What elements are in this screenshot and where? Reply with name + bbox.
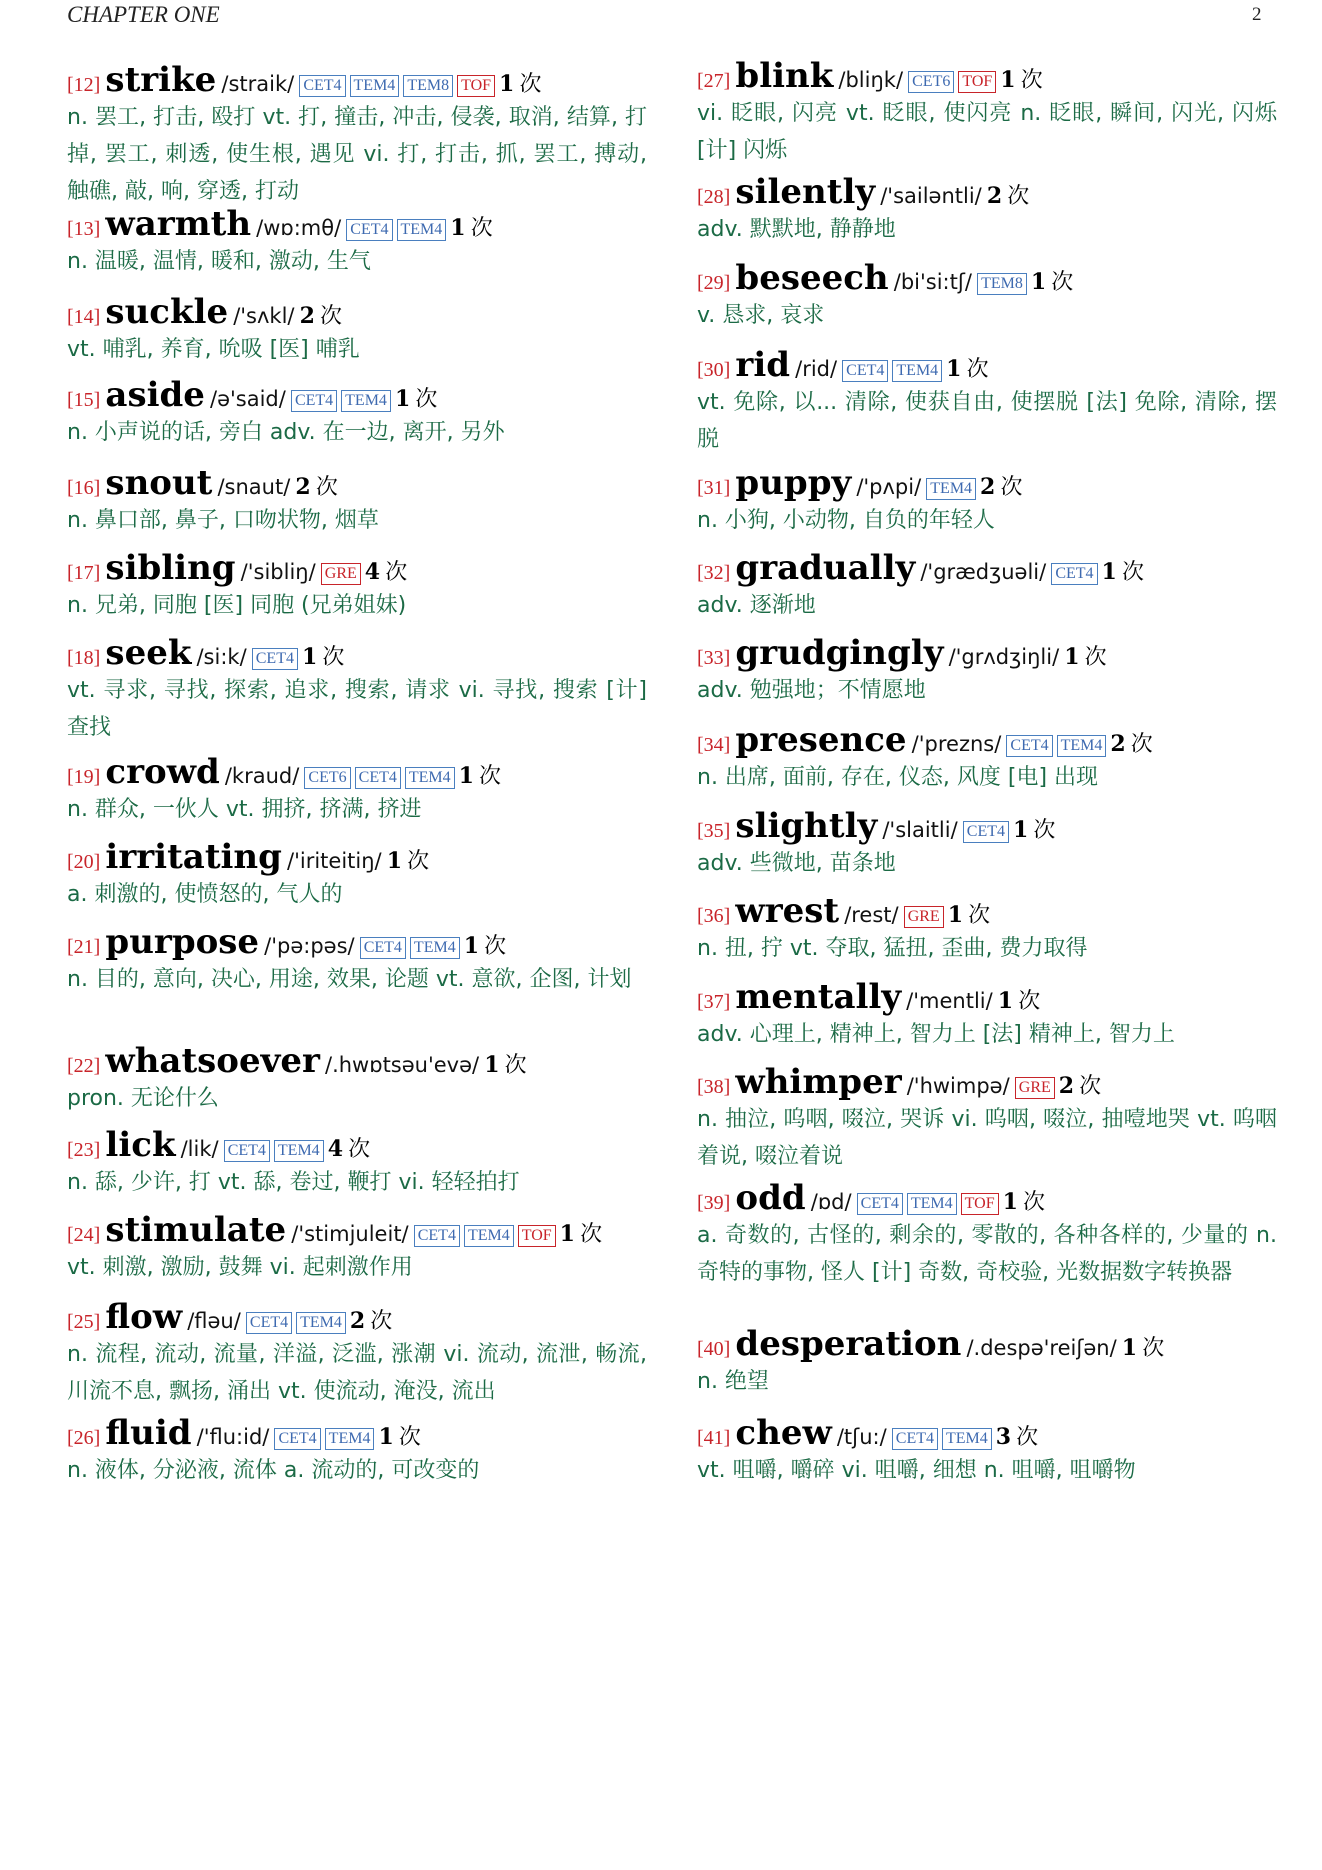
- headword: strike: [105, 60, 217, 100]
- definition: n. 舔, 少许, 打 vt. 舔, 卷过, 鞭打 vi. 轻轻拍打: [67, 1170, 520, 1195]
- exam-tag: CET4: [857, 1193, 903, 1215]
- vocab-entry: [697, 806, 1277, 882]
- times-label: 次: [1020, 68, 1043, 93]
- headword: warmth: [105, 204, 252, 244]
- exam-tag: CET4: [1006, 735, 1052, 757]
- phonetic-transcription: /kraud/: [224, 764, 300, 788]
- occurrence-count: 1: [559, 1221, 575, 1247]
- entry-headline: [67, 837, 647, 877]
- definition: n. 小狗, 小动物, 自负的年轻人: [697, 508, 995, 533]
- times-label: 次: [407, 849, 430, 874]
- times-label: 次: [370, 1309, 393, 1334]
- phonetic-transcription: /'pə:pəs/: [264, 934, 355, 958]
- occurrence-count: 1: [499, 71, 515, 97]
- vocab-entry: [697, 633, 1277, 709]
- entry-number: [26]: [67, 1427, 101, 1449]
- occurrence-count: 1: [997, 988, 1014, 1014]
- entry-number: [16]: [67, 477, 101, 499]
- headword: mentally: [735, 977, 902, 1017]
- exam-tag: TEM4: [405, 767, 455, 789]
- definition: n. 液体, 分泌液, 流体 a. 流动的, 可改变的: [67, 1458, 480, 1483]
- entry-number: [21]: [67, 936, 101, 958]
- occurrence-count: 1: [1064, 644, 1080, 670]
- headword: gradually: [735, 548, 916, 588]
- headword: rid: [735, 345, 791, 385]
- entry-number: [19]: [67, 766, 101, 788]
- definition: adv. 些微地, 苗条地: [697, 851, 896, 876]
- headword: stimulate: [105, 1210, 287, 1250]
- phonetic-transcription: /'stimjuleit/: [291, 1222, 409, 1246]
- times-label: 次: [1016, 1425, 1039, 1450]
- phonetic-transcription: /.hwɒtsəu'evə/: [325, 1053, 480, 1077]
- vocab-entry: [697, 720, 1277, 796]
- exam-tag: TEM8: [403, 75, 453, 97]
- headword: flow: [105, 1297, 183, 1337]
- vocab-entry: [697, 977, 1277, 1053]
- occurrence-count: 1: [301, 644, 318, 670]
- entry-headline: [697, 172, 1277, 212]
- definition: n. 抽泣, 呜咽, 啜泣, 哭诉 vi. 呜咽, 啜泣, 抽噎地哭 vt. 呜咽着说, 啜泣着说: [697, 1107, 1277, 1169]
- phonetic-transcription: /bi'si:tʃ/: [893, 270, 972, 294]
- exam-tag: CET6: [908, 71, 954, 93]
- entry-headline: [697, 1178, 1277, 1218]
- exam-tag: CET4: [360, 937, 406, 959]
- entry-headline: [697, 56, 1277, 96]
- exam-tag: TEM8: [977, 273, 1027, 295]
- phonetic-transcription: /'slaitli/: [882, 818, 958, 842]
- exam-tag: TOF: [518, 1225, 556, 1247]
- headword: whatsoever: [105, 1041, 320, 1081]
- entry-headline: [697, 1413, 1277, 1453]
- definition: adv. 心理上, 精神上, 智力上 [法] 精神上, 智力上: [697, 1022, 1175, 1047]
- definition: n. 小声说的话, 旁白 adv. 在一边, 离开, 另外: [67, 420, 505, 445]
- phonetic-transcription: /'sʌkl/: [233, 304, 295, 328]
- occurrence-count: 1: [947, 902, 964, 928]
- exam-tag: TEM4: [296, 1312, 346, 1334]
- entry-headline: [697, 258, 1277, 298]
- occurrence-count: 1: [450, 215, 466, 241]
- entry-headline: [697, 548, 1277, 588]
- entry-headline: [67, 463, 647, 503]
- vocab-entry: [697, 258, 1277, 334]
- entry-number: [35]: [697, 820, 731, 842]
- exam-tag: TEM4: [892, 360, 942, 382]
- headword: purpose: [105, 922, 260, 962]
- phonetic-transcription: /tʃu:/: [836, 1425, 887, 1449]
- exam-tag: CET4: [346, 219, 392, 241]
- definition: n. 群众, 一伙人 vt. 拥挤, 挤满, 挤进: [67, 797, 422, 822]
- vocab-entry: [67, 752, 647, 828]
- exam-tag: TEM4: [325, 1428, 375, 1450]
- definition: n. 出席, 面前, 存在, 仪态, 风度 [电] 出现: [697, 765, 1099, 790]
- phonetic-transcription: /'hwimpə/: [906, 1074, 1010, 1098]
- occurrence-count: 2: [980, 474, 996, 500]
- definition: adv. 逐渐地: [697, 593, 816, 618]
- occurrence-count: 2: [1058, 1073, 1075, 1099]
- entry-headline: [67, 633, 647, 673]
- headword: silently: [735, 172, 876, 212]
- occurrence-count: 2: [1110, 731, 1126, 757]
- occurrence-count: 1: [1101, 559, 1117, 585]
- entry-headline: [67, 1125, 647, 1165]
- definition: a. 刺激的, 使愤怒的, 气人的: [67, 882, 343, 907]
- entry-headline: [67, 1210, 647, 1250]
- exam-tag: TEM4: [350, 75, 400, 97]
- times-label: 次: [966, 357, 989, 382]
- phonetic-transcription: /'sibliŋ/: [240, 560, 316, 584]
- right-column: [697, 0, 1277, 1870]
- entry-headline: [67, 60, 647, 100]
- phonetic-transcription: /'grædʒuəli/: [920, 560, 1047, 584]
- vocab-entry: [697, 891, 1277, 967]
- occurrence-count: 1: [386, 848, 403, 874]
- exam-tag: CET4: [224, 1140, 270, 1162]
- occurrence-count: 1: [378, 1424, 394, 1450]
- phonetic-transcription: /rid/: [795, 357, 838, 381]
- occurrence-count: 1: [1002, 1189, 1018, 1215]
- entry-number: [14]: [67, 306, 101, 328]
- headword: seek: [105, 633, 192, 673]
- headword: sibling: [105, 548, 236, 588]
- occurrence-count: 1: [1000, 67, 1016, 93]
- occurrence-count: 1: [394, 386, 411, 412]
- entry-number: [30]: [697, 359, 731, 381]
- definition: vt. 免除, 以... 清除, 使获自由, 使摆脱 [法] 免除, 清除, 摆脱: [697, 390, 1277, 452]
- entry-number: [32]: [697, 562, 731, 584]
- occurrence-count: 1: [1030, 269, 1047, 295]
- exam-tag: TEM4: [1057, 735, 1107, 757]
- times-label: 次: [1007, 184, 1030, 209]
- exam-tag: TEM4: [397, 219, 447, 241]
- definition: n. 温暖, 温情, 暖和, 激动, 生气: [67, 249, 371, 274]
- entry-headline: [67, 375, 647, 415]
- occurrence-count: 4: [364, 559, 381, 585]
- entry-number: [13]: [67, 218, 101, 240]
- entry-number: [20]: [67, 851, 101, 873]
- times-label: 次: [1033, 818, 1056, 843]
- definition: pron. 无论什么: [67, 1086, 219, 1111]
- entry-headline: [67, 922, 647, 962]
- exam-tag: GRE: [1015, 1077, 1055, 1099]
- phonetic-transcription: /snaut/: [217, 475, 291, 499]
- times-label: 次: [322, 645, 345, 670]
- entry-number: [37]: [697, 991, 731, 1013]
- definition: adv. 默默地, 静静地: [697, 217, 896, 242]
- headword: wrest: [735, 891, 840, 931]
- vocab-entry: [697, 548, 1277, 624]
- entry-number: [29]: [697, 272, 731, 294]
- definition: n. 扭, 拧 vt. 夺取, 猛扭, 歪曲, 费力取得: [697, 936, 1088, 961]
- entry-number: [17]: [67, 562, 101, 584]
- definition: adv. 勉强地；不情愿地: [697, 678, 926, 703]
- exam-tag: CET4: [1051, 563, 1097, 585]
- times-label: 次: [1051, 270, 1074, 295]
- vocab-entry: [697, 56, 1277, 169]
- times-label: 次: [519, 72, 542, 97]
- phonetic-transcription: /lik/: [180, 1137, 219, 1161]
- vocab-entry: [67, 1210, 647, 1286]
- occurrence-count: 2: [295, 474, 311, 500]
- entry-number: [15]: [67, 389, 101, 411]
- entry-number: [24]: [67, 1224, 101, 1246]
- vocab-entry: [67, 375, 647, 451]
- definition: n. 鼻口部, 鼻子, 口吻状物, 烟草: [67, 508, 379, 533]
- entry-number: [18]: [67, 647, 101, 669]
- headword: blink: [735, 56, 834, 96]
- vocab-entry: [67, 292, 647, 368]
- phonetic-transcription: /si:k/: [196, 645, 247, 669]
- headword: snout: [105, 463, 213, 503]
- exam-tag: GRE: [904, 906, 944, 928]
- headword: odd: [735, 1178, 806, 1218]
- headword: presence: [735, 720, 907, 760]
- vocab-entry: [67, 837, 647, 913]
- vocab-entry: [697, 345, 1277, 458]
- occurrence-count: 2: [986, 183, 1003, 209]
- exam-tag: CET4: [291, 390, 337, 412]
- times-label: 次: [315, 475, 338, 500]
- phonetic-transcription: /'grʌdʒiŋli/: [948, 645, 1060, 669]
- left-column: [67, 0, 647, 1870]
- vocab-entry: [67, 60, 647, 210]
- vocab-entry: [67, 204, 647, 280]
- definition: n. 罢工, 打击, 殴打 vt. 打, 撞击, 冲击, 侵袭, 取消, 结算, 打掉, 罢工, 刺透, 使生根, 遇见 vi. 打, 打击, 抓, 罢工, 搏动, 触礁, 敲, 响, 穿透, 打动: [67, 105, 647, 204]
- times-label: 次: [1023, 1190, 1046, 1215]
- entry-number: [41]: [697, 1427, 731, 1449]
- phonetic-transcription: /'iriteitiŋ/: [287, 849, 382, 873]
- entry-headline: [67, 548, 647, 588]
- phonetic-transcription: /rest/: [844, 903, 899, 927]
- times-label: 次: [415, 387, 438, 412]
- vocab-entry: [67, 633, 647, 746]
- definition: n. 绝望: [697, 1369, 769, 1394]
- phonetic-transcription: /fləu/: [187, 1309, 241, 1333]
- definition: vt. 哺乳, 养育, 吮吸 [医] 哺乳: [67, 337, 360, 362]
- occurrence-count: 1: [946, 356, 962, 382]
- headword: irritating: [105, 837, 282, 877]
- vocab-entry: [67, 1041, 647, 1117]
- definition: n. 流程, 流动, 流量, 洋溢, 泛滥, 涨潮 vi. 流动, 流泄, 畅流, 川流不息, 飘扬, 涌出 vt. 使流动, 淹没, 流出: [67, 1342, 647, 1404]
- occurrence-count: 2: [349, 1308, 366, 1334]
- headword: desperation: [735, 1324, 962, 1364]
- entry-headline: [697, 1324, 1277, 1364]
- times-label: 次: [504, 1053, 527, 1078]
- entry-number: [36]: [697, 905, 731, 927]
- occurrence-count: 3: [995, 1424, 1012, 1450]
- times-label: 次: [968, 903, 991, 928]
- definition: vi. 眨眼, 闪亮 vt. 眨眼, 使闪亮 n. 眨眼, 瞬间, 闪光, 闪烁 [计] 闪烁: [697, 101, 1277, 163]
- entry-number: [25]: [67, 1311, 101, 1333]
- phonetic-transcription: /wɒ:mθ/: [256, 216, 342, 240]
- entry-headline: [67, 1297, 647, 1337]
- page-number: 2: [1252, 4, 1262, 25]
- times-label: 次: [1018, 989, 1041, 1014]
- definition: vt. 寻求, 寻找, 探索, 追求, 搜索, 请求 vi. 寻找, 搜索 [计] 查找: [67, 678, 647, 740]
- vocab-entry: [67, 1297, 647, 1410]
- phonetic-transcription: /'sailəntli/: [880, 184, 982, 208]
- times-label: 次: [484, 934, 507, 959]
- definition: vt. 咀嚼, 嚼碎 vi. 咀嚼, 细想 n. 咀嚼, 咀嚼物: [697, 1458, 1136, 1483]
- exam-tag: CET6: [304, 767, 350, 789]
- exam-tag: TOF: [958, 71, 996, 93]
- times-label: 次: [580, 1222, 603, 1247]
- entry-headline: [67, 1413, 647, 1453]
- vocab-entry: [697, 1062, 1277, 1175]
- phonetic-transcription: /straik/: [221, 72, 295, 96]
- definition: vt. 刺激, 激励, 鼓舞 vi. 起刺激作用: [67, 1255, 413, 1280]
- entry-number: [22]: [67, 1055, 101, 1077]
- exam-tag: TEM4: [274, 1140, 324, 1162]
- entry-number: [33]: [697, 647, 731, 669]
- phonetic-transcription: /ɒd/: [810, 1190, 852, 1214]
- times-label: 次: [1130, 732, 1153, 757]
- occurrence-count: 1: [458, 763, 474, 789]
- entry-number: [34]: [697, 734, 731, 756]
- definition: n. 兄弟, 同胞 [医] 同胞 (兄弟姐妹): [67, 593, 407, 618]
- entry-headline: [697, 891, 1277, 931]
- exam-tag: CET4: [252, 648, 298, 670]
- phonetic-transcription: /bliŋk/: [838, 68, 904, 92]
- entry-headline: [697, 806, 1277, 846]
- phonetic-transcription: /'prezns/: [911, 732, 1002, 756]
- entry-number: [23]: [67, 1139, 101, 1161]
- occurrence-count: 2: [299, 303, 315, 329]
- headword: grudgingly: [735, 633, 944, 673]
- entry-number: [38]: [697, 1076, 731, 1098]
- exam-tag: TOF: [457, 75, 495, 97]
- vocab-entry: [697, 1413, 1277, 1489]
- exam-tag: TEM4: [341, 390, 391, 412]
- headword: slightly: [735, 806, 878, 846]
- times-label: 次: [1000, 475, 1023, 500]
- exam-tag: CET4: [414, 1225, 460, 1247]
- entry-headline: [697, 463, 1277, 503]
- times-label: 次: [385, 560, 408, 585]
- chapter-title: CHAPTER ONE: [67, 2, 220, 27]
- exam-tag: CET4: [842, 360, 888, 382]
- entry-headline: [697, 633, 1277, 673]
- times-label: 次: [1142, 1336, 1165, 1361]
- entry-headline: [697, 720, 1277, 760]
- vocab-entry: [67, 922, 647, 998]
- vocab-entry: [697, 172, 1277, 248]
- vocab-entry: [67, 463, 647, 539]
- vocab-entry: [67, 548, 647, 624]
- headword: lick: [105, 1125, 176, 1165]
- times-label: 次: [1079, 1074, 1102, 1099]
- headword: chew: [735, 1413, 832, 1453]
- definition: a. 奇数的, 古怪的, 剩余的, 零散的, 各种各样的, 少量的 n. 奇特的事物, 怪人 [计] 奇数, 奇校验, 光数据数字转换器: [697, 1223, 1277, 1285]
- entry-number: [12]: [67, 74, 101, 96]
- exam-tag: CET4: [299, 75, 345, 97]
- exam-tag: TEM4: [410, 937, 460, 959]
- exam-tag: CET4: [274, 1428, 320, 1450]
- entry-headline: [67, 1041, 647, 1081]
- headword: whimper: [735, 1062, 902, 1102]
- times-label: 次: [348, 1137, 371, 1162]
- entry-headline: [697, 1062, 1277, 1102]
- vocab-entry: [67, 1125, 647, 1201]
- headword: fluid: [105, 1413, 192, 1453]
- occurrence-count: 1: [1121, 1335, 1138, 1361]
- vocab-entry: [697, 1178, 1277, 1291]
- entry-headline: [67, 204, 647, 244]
- exam-tag: CET4: [963, 821, 1009, 843]
- exam-tag: TOF: [961, 1193, 999, 1215]
- entry-headline: [697, 345, 1277, 385]
- entry-headline: [697, 977, 1277, 1017]
- exam-tag: CET4: [246, 1312, 292, 1334]
- phonetic-transcription: /'pʌpi/: [856, 475, 922, 499]
- times-label: 次: [1084, 645, 1107, 670]
- exam-tag: CET4: [892, 1428, 938, 1450]
- times-label: 次: [319, 304, 342, 329]
- entry-headline: [67, 292, 647, 332]
- phonetic-transcription: /'flu:id/: [196, 1425, 270, 1449]
- headword: aside: [105, 375, 205, 415]
- entry-number: [40]: [697, 1338, 731, 1360]
- occurrence-count: 4: [327, 1136, 343, 1162]
- headword: suckle: [105, 292, 229, 332]
- phonetic-transcription: /ə'said/: [210, 387, 286, 411]
- exam-tag: TEM4: [464, 1225, 514, 1247]
- vocab-entry: [67, 1413, 647, 1489]
- exam-tag: TEM4: [907, 1193, 957, 1215]
- occurrence-count: 1: [484, 1052, 500, 1078]
- entry-number: [39]: [697, 1192, 731, 1214]
- exam-tag: GRE: [321, 563, 361, 585]
- times-label: 次: [1121, 560, 1144, 585]
- definition: n. 目的, 意向, 决心, 用途, 效果, 论题 vt. 意欲, 企图, 计划: [67, 967, 632, 992]
- occurrence-count: 1: [463, 933, 480, 959]
- entry-headline: [67, 752, 647, 792]
- phonetic-transcription: /'mentli/: [906, 989, 993, 1013]
- entry-number: [27]: [697, 70, 731, 92]
- headword: beseech: [735, 258, 889, 298]
- times-label: 次: [479, 764, 502, 789]
- vocab-entry: [697, 1324, 1277, 1400]
- exam-tag: TEM4: [926, 478, 976, 500]
- entry-number: [31]: [697, 477, 731, 499]
- phonetic-transcription: /.despə'reiʃən/: [966, 1336, 1117, 1360]
- vocab-entry: [697, 463, 1277, 539]
- times-label: 次: [398, 1425, 421, 1450]
- times-label: 次: [470, 216, 493, 241]
- headword: puppy: [735, 463, 852, 503]
- entry-number: [28]: [697, 186, 731, 208]
- definition: v. 恳求, 哀求: [697, 303, 825, 328]
- headword: crowd: [105, 752, 220, 792]
- occurrence-count: 1: [1012, 817, 1029, 843]
- exam-tag: TEM4: [942, 1428, 992, 1450]
- exam-tag: CET4: [355, 767, 401, 789]
